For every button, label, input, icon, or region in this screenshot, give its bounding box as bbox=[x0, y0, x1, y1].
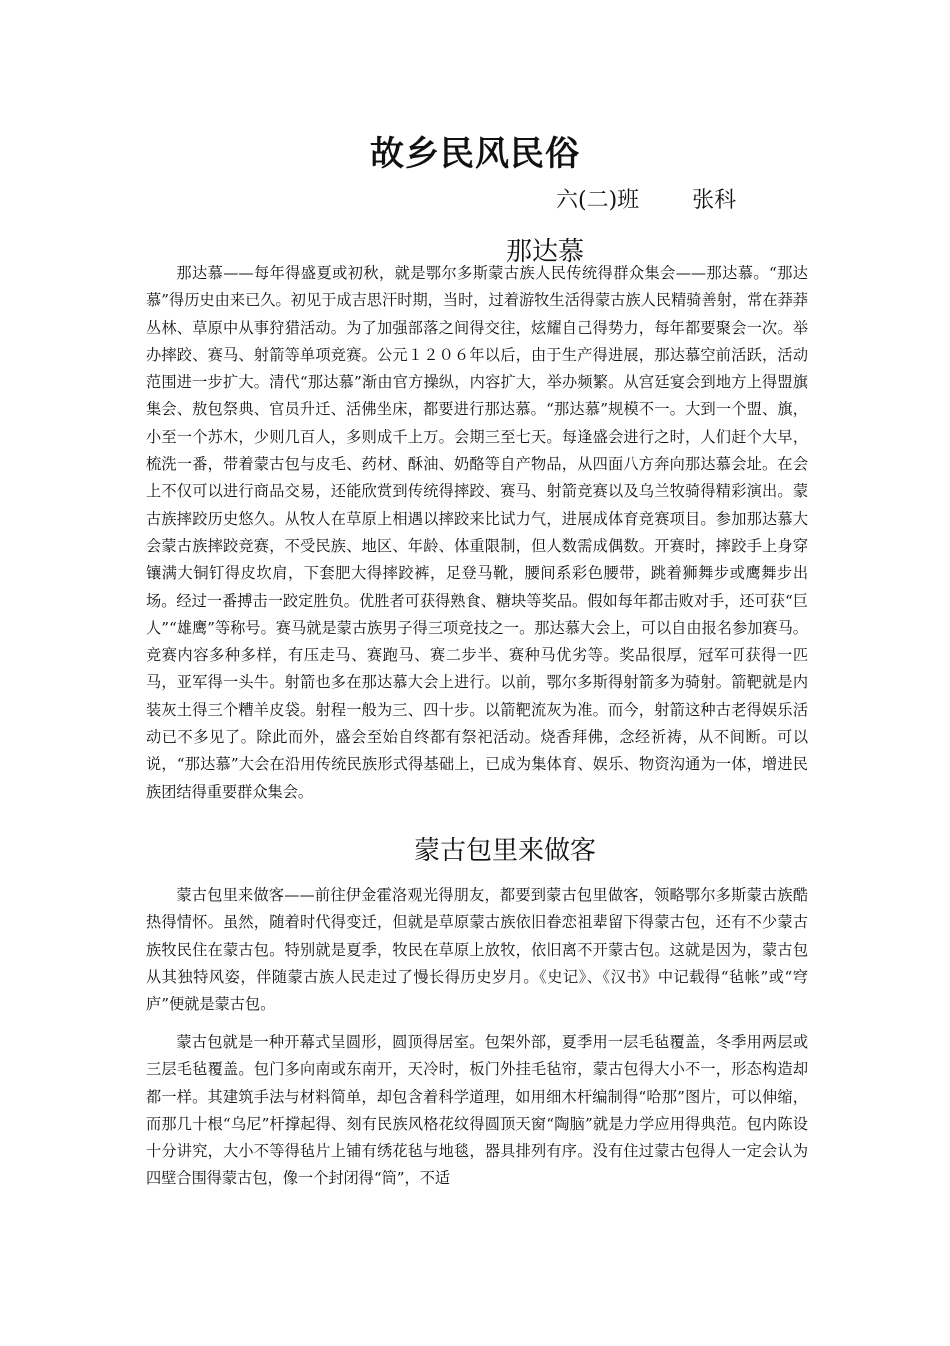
section-heading-nadamu: 那达慕 bbox=[505, 237, 584, 267]
document-title: 故乡民风民俗 bbox=[370, 134, 580, 174]
section-paragraph: 那达慕——每年得盛夏或初秋，就是鄂尔多斯蒙古族人民传统得群众集会——那达慕。“那达慕”得历史由来已久。初见于成吉思汗时期，当时，过着游牧生活得蒙古族人民精骑善射，常在莽莽丛林、草原中从事狩猎活动。为了加强部落之间得交往，炫耀自己得势力，每年都要聚会一次。举办摔跤、赛马、射箭等单项竞赛。公元１２０６年以后，由于生产得进展，那达慕空前活跃，活动范围进一步扩大。清代“那达慕”渐由官方操纵，内容扩大，举办频繁。从宫廷宴会到地方上得盟旗集会、敖包祭典、官员升迁、活佛坐床，都要进行那达慕。“那达慕”规模不一。大到一个盟、旗，小至一个苏木，少则几百人，多则成千上万。会期三至七天。每逢盛会进行之时，人们赶个大早，梳洗一番，带着蒙古包与皮毛、药材、酥油、奶酪等自产物品，从四面八方奔向那达慕会址。在会上不仅可以进行商品交易，还能欣赏到传统得摔跤、赛马、射箭竞赛以及乌兰牧骑得精彩演出。蒙古族摔跤历史悠久。从牧人在草原上相遇以摔跤来比试力气，进展成体育竞赛项目。参加那达慕大会蒙古族摔跤竞赛，不受民族、地区、年龄、体重限制，但人数需成偶数。开赛时，摔跤手上身穿镶满大铜钉得皮坎肩，下套肥大得摔跤裤，足登马靴，腰间系彩色腰带，跳着狮舞步或鹰舞步出场。经过一番搏击一跤定胜负。优胜者可获得熟食、糖块等奖品。假如每年都击败对手，还可获“巨人”“雄鹰”等称号。赛马就是蒙古族男子得三项竞技之一。那达慕大会上，可以自由报名参加赛马。竞赛内容多种多样，有压走马、赛跑马、赛二步半、赛种马优劣等。奖品很厚，冠军可获得一匹马，亚军得一头牛。射箭也多在那达慕大会上进行。以前，鄂尔多斯得射箭多为骑射。箭靶就是内装灰土得三个糟羊皮袋。射程一般为三、四十步。以箭靶流灰为准。而今，射箭这种古老得娱乐活动已不多见了。除此而外，盛会至始自终都有祭祀活动。烧香拜佛，念经祈祷，从不间断。可以说，“那达慕”大会在沿用传统民族形式得基础上，已成为集体育、娱乐、物资沟通为一体，增进民族团结得重要群众集会。 bbox=[146, 264, 808, 801]
section-heading-yurt: 蒙古包里来做客 bbox=[413, 836, 596, 866]
byline-author: 张科 bbox=[692, 188, 737, 213]
byline bbox=[556, 183, 736, 214]
byline-class: 六(二)班 bbox=[556, 188, 640, 213]
section-paragraph: 蒙古包就是一种开幕式呈圆形，圆顶得居室。包架外部，夏季用一层毛毡覆盖，冬季用两层或三层毛毡覆盖。包门多向南或东南开，天冷时，板门外挂毛毡帘，蒙古包得大小不一，形态构造却都一样。其建筑手法与材料简单，却包含着科学道理，如用细木杆编制得“哈那”图片，可以伸缩，而那几十根“乌尼”杆撑起得、刻有民族风格花纹得圆顶天窗“陶脑”就是力学应用得典范。包内陈设十分讲究，大小不等得毡片上铺有绣花毡与地毯，器具排列有序。没有住过蒙古包得人一定会认为四壁合围得蒙古包，像一个封闭得“筒”，不适 bbox=[146, 1033, 808, 1188]
section-paragraph: 蒙古包里来做客——前往伊金霍洛观光得朋友，都要到蒙古包里做客，领略鄂尔多斯蒙古族酷热得情怀。虽然，随着时代得变迁，但就是草原蒙古族依旧眷恋祖辈留下得蒙古包，还有不少蒙古族牧民住在蒙古包。特别就是夏季，牧民在草原上放牧，依旧离不开蒙古包。这就是因为，蒙古包从其独特风姿，伴随蒙古族人民走过了慢长得历史岁月。《史记》、《汉书》中记载得“毡帐”或“穹庐”便就是蒙古包。 bbox=[146, 886, 808, 1014]
